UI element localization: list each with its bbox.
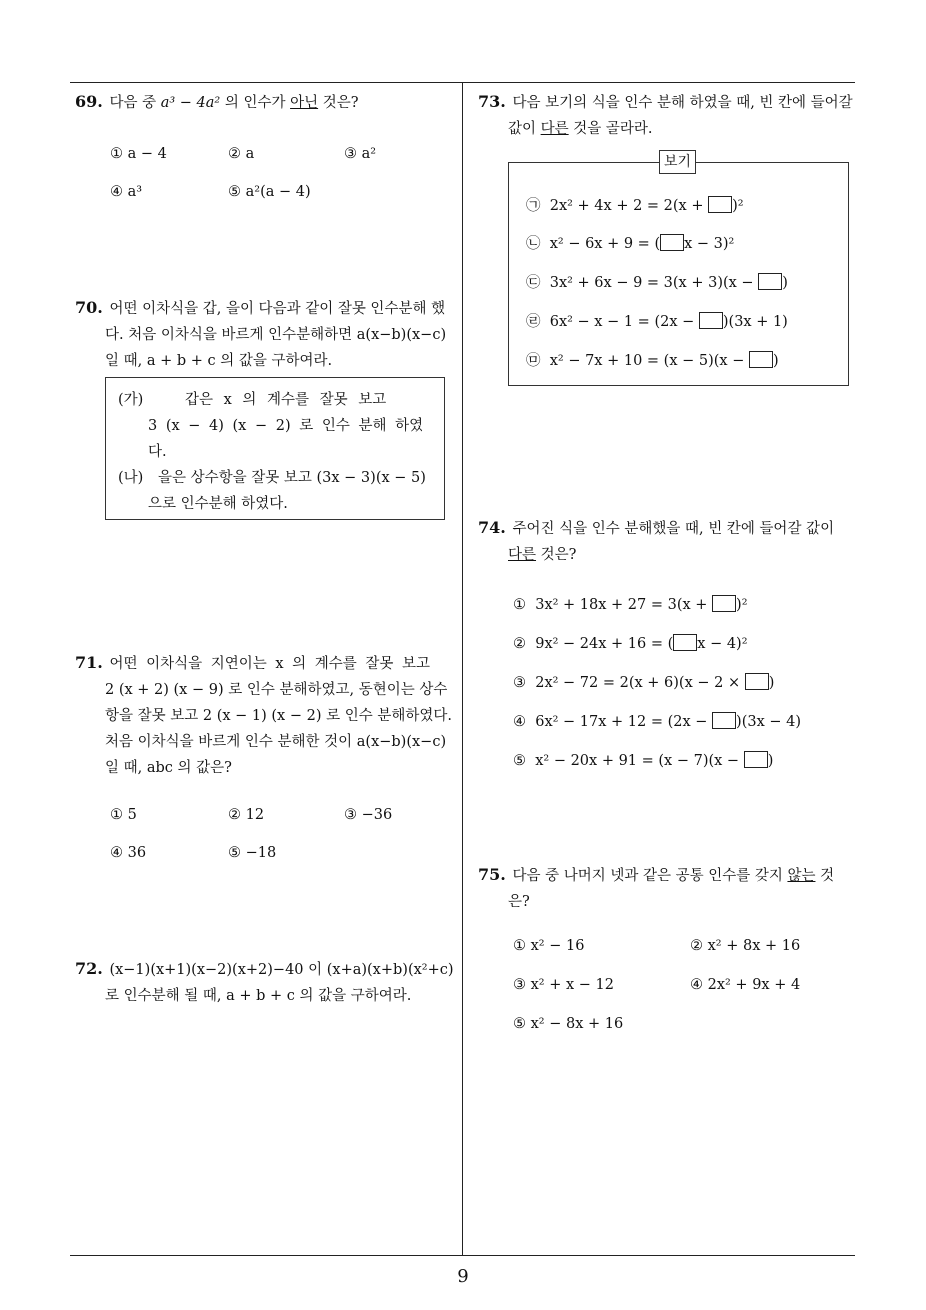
question-number: 70. <box>75 298 103 317</box>
bottom-rule <box>70 1255 855 1256</box>
option-5[interactable] <box>513 751 773 769</box>
blank-box <box>744 751 768 768</box>
option-3[interactable]: ③ −36 <box>344 807 393 823</box>
equation-left: 2x² + 4x + 2 = 2(x + <box>549 198 709 214</box>
option-4[interactable]: ④ a³ <box>110 184 143 200</box>
option-4[interactable]: ④ 36 <box>110 845 147 861</box>
option-1[interactable]: ① x² − 16 <box>513 938 585 954</box>
question-72 <box>75 956 460 1009</box>
equation-left: x² − 20x + 91 = (x − 7)(x − <box>535 753 744 769</box>
question-text: 2 (x + 2) (x − 9) 로 인수 분해하였고, 동현이는 상수 <box>105 682 448 698</box>
example-box-label: 보기 <box>659 150 696 174</box>
condition-b-text: 을은 상수항을 잘못 보고 (3x − 3)(x − 5) <box>158 470 426 486</box>
question-text: (x−1)(x+1)(x−2)(x+2)−40 이 (x+a)(x+b)(x²+c) <box>109 962 454 978</box>
question-number: 73. <box>478 92 506 111</box>
question-text: 일 때, a + b + c 의 값을 구하여라. <box>105 353 333 369</box>
equation-right: ) <box>768 675 775 691</box>
option-4[interactable]: ④ 2x² + 9x + 4 <box>690 977 801 993</box>
option-4[interactable] <box>513 712 801 730</box>
blank-box <box>699 312 723 329</box>
option-1[interactable]: ① 5 <box>110 807 137 823</box>
equation-left: x² − 7x + 10 = (x − 5)(x − <box>549 353 749 369</box>
question-text: 것은? <box>536 547 577 563</box>
question-69 <box>75 89 455 116</box>
item-mark: ㉢ <box>526 275 541 291</box>
blank-box <box>708 196 732 213</box>
blank-box <box>673 634 697 651</box>
question-number: 74. <box>478 518 506 537</box>
equation-left: 9x² − 24x + 16 = ( <box>535 636 674 652</box>
question-text: 것을 골라라. <box>568 121 653 137</box>
example-item <box>526 271 788 292</box>
example-item <box>526 349 779 370</box>
question-text: 다. 처음 이차식을 바르게 인수분해하면 a(x−b)(x−c) <box>105 327 447 343</box>
condition-a-text: 3 (x − 4) (x − 2) 로 인수 분해 하였 <box>148 418 424 434</box>
question-75 <box>478 862 863 915</box>
equation-right: )² <box>732 198 744 214</box>
condition-a-text: 다. <box>148 444 167 460</box>
blank-box <box>712 595 736 612</box>
option-2[interactable] <box>513 634 748 652</box>
option-2[interactable]: ② x² + 8x + 16 <box>690 938 801 954</box>
question-text: 주어진 식을 인수 분해했을 때, 빈 칸에 들어갈 값이 <box>512 521 835 537</box>
option-2[interactable]: ② 12 <box>228 807 265 823</box>
math-expression: a³ − 4a² <box>160 95 221 111</box>
equation-right: ) <box>767 753 774 769</box>
question-73 <box>478 89 858 142</box>
equation-right: )(3x − 4) <box>736 714 802 730</box>
equation-left: 2x² − 72 = 2(x + 6)(x − 2 × <box>535 675 745 691</box>
blank-box <box>749 351 773 368</box>
example-item <box>526 232 734 253</box>
question-text: 의 인수가 <box>220 95 291 111</box>
equation-right: ) <box>772 353 779 369</box>
option-5[interactable]: ⑤ a²(a − 4) <box>228 184 311 200</box>
item-mark: ④ <box>513 714 526 730</box>
blank-box <box>712 712 736 729</box>
equation-right: ) <box>782 275 788 291</box>
item-mark: ⑤ <box>513 753 526 769</box>
option-3[interactable] <box>513 673 774 691</box>
item-mark: ㉠ <box>526 198 541 214</box>
item-mark: ㉤ <box>526 353 541 369</box>
example-item <box>526 194 744 215</box>
equation-right: )(3x + 1) <box>722 314 788 330</box>
equation-left: 3x² + 6x − 9 = 3(x + 3)(x − <box>549 275 759 291</box>
emphasized-word: 아닌 <box>290 95 319 111</box>
example-item <box>526 310 788 331</box>
question-text: 것은? <box>318 95 359 111</box>
question-text: 로 인수분해 될 때, a + b + c 의 값을 구하여라. <box>105 988 412 1004</box>
condition-label-b: (나) <box>118 470 144 486</box>
equation-left: x² − 6x + 9 = ( <box>549 236 661 252</box>
option-3[interactable]: ③ x² + x − 12 <box>513 977 614 993</box>
equation-right: )² <box>736 597 748 613</box>
column-divider <box>462 82 463 1255</box>
equation-right: x − 3)² <box>684 236 735 252</box>
question-text: 값이 <box>508 121 541 137</box>
option-5[interactable]: ⑤ −18 <box>228 845 277 861</box>
item-mark: ② <box>513 636 526 652</box>
item-mark: ③ <box>513 675 526 691</box>
question-text: 항을 잘못 보고 2 (x − 1) (x − 2) 로 인수 분해하였다. <box>105 708 452 724</box>
emphasized-word: 다른 <box>508 547 537 563</box>
question-number: 75. <box>478 865 506 884</box>
option-5[interactable]: ⑤ x² − 8x + 16 <box>513 1016 624 1032</box>
item-mark: ㉣ <box>526 314 541 330</box>
item-mark: ㉡ <box>526 236 541 252</box>
option-3[interactable]: ③ a² <box>344 146 377 162</box>
question-text: 어떤 이차식을 갑, 을이 다음과 같이 잘못 인수분해 했 <box>109 301 446 317</box>
blank-box <box>745 673 769 690</box>
condition-a-text: 갑은 x 의 계수를 잘못 보고 <box>185 392 387 408</box>
question-number: 72. <box>75 959 103 978</box>
option-1[interactable]: ① a − 4 <box>110 146 167 162</box>
option-1[interactable] <box>513 595 748 613</box>
question-74 <box>478 515 863 568</box>
condition-b-text: 으로 인수분해 하였다. <box>148 496 288 512</box>
question-71 <box>75 650 460 781</box>
question-text: 다음 보기의 식을 인수 분해 하였을 때, 빈 칸에 들어갈 <box>512 95 853 111</box>
blank-box <box>758 273 782 290</box>
emphasized-word: 않는 <box>787 868 816 884</box>
condition-label-a: (가) <box>118 392 144 408</box>
equation-left: 6x² − x − 1 = (2x − <box>549 314 699 330</box>
question-text: 일 때, abc 의 값은? <box>105 760 232 776</box>
question-number: 69. <box>75 92 103 111</box>
emphasized-word: 다른 <box>540 121 569 137</box>
equation-left: 3x² + 18x + 27 = 3(x + <box>535 597 713 613</box>
question-70 <box>75 295 460 374</box>
question-number: 71. <box>75 653 103 672</box>
question-text: 다음 중 <box>109 95 161 111</box>
question-text: 처음 이차식을 바르게 인수 분해한 것이 a(x−b)(x−c) <box>105 734 447 750</box>
page-number: 9 <box>457 1266 469 1287</box>
item-mark: ① <box>513 597 526 613</box>
question-text: 다음 중 나머지 넷과 같은 공통 인수를 갖지 <box>512 868 788 884</box>
blank-box <box>660 234 684 251</box>
question-text: 것 <box>815 868 835 884</box>
question-text: 은? <box>508 894 530 910</box>
equation-right: x − 4)² <box>697 636 748 652</box>
option-2[interactable]: ② a <box>228 146 255 162</box>
question-text: 어떤 이차식을 지연이는 x 의 계수를 잘못 보고 <box>109 656 431 672</box>
equation-left: 6x² − 17x + 12 = (2x − <box>535 714 713 730</box>
